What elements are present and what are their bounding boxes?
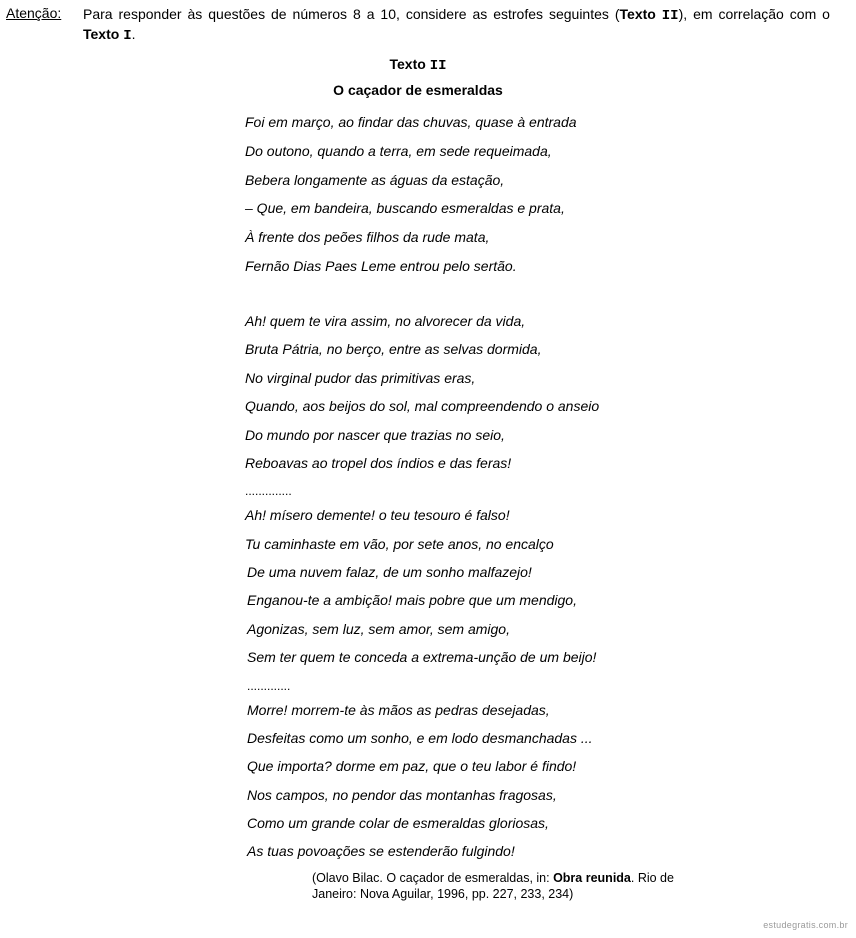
- poem-line: Como um grande colar de esmeraldas gloriosas,: [247, 815, 549, 831]
- poem-line: Sem ter quem te conceda a extrema-unção de um beijo!: [247, 649, 597, 665]
- poem-line: Bruta Pátria, no berço, entre as selvas dormida,: [245, 341, 542, 357]
- poem-line: Morre! morrem-te às mãos as pedras desejadas,: [247, 702, 550, 718]
- poem-line: Quando, aos beijos do sol, mal compreendendo o anseio: [245, 398, 600, 414]
- poem-line: As tuas povoações se estenderão fulgindo!: [247, 843, 515, 859]
- poem-line: À frente dos peões filhos da rude mata,: [245, 229, 490, 245]
- poem-line: Agonizas, sem luz, sem amor, sem amigo,: [247, 621, 510, 637]
- poem-line: Do outono, quando a terra, em sede requeimada,: [245, 143, 552, 159]
- instruction-end: .: [131, 26, 136, 42]
- text-heading: Texto II: [389, 56, 447, 74]
- instruction-paragraph: [83, 5, 830, 45]
- attention-label: Atenção:: [6, 5, 62, 21]
- poem-line: Ah! quem te vira assim, no alvorecer da vida,: [245, 313, 526, 329]
- poem-line: Tu caminhaste em vão, por sete anos, no encalço: [245, 536, 554, 552]
- text-ref-1: Texto I: [83, 26, 132, 44]
- poem-line: Ah! mísero demente! o teu tesouro é falso!: [245, 507, 510, 523]
- poem-line: Do mundo por nascer que trazias no seio,: [245, 427, 505, 443]
- poem-line: Foi em março, ao findar das chuvas, quase à entrada: [245, 114, 577, 130]
- poem-line: Desfeitas como um sonho, e em lodo desmanchadas ...: [247, 730, 593, 746]
- poem-line: Fernão Dias Paes Leme entrou pelo sertão.: [245, 258, 517, 274]
- poem-line: Nos campos, no pendor das montanhas fragosas,: [247, 787, 557, 803]
- poem-line: Enganou-te a ambição! mais pobre que um mendigo,: [247, 592, 577, 608]
- poem-line: Bebera longamente as águas da estação,: [245, 172, 505, 188]
- poem-line: De uma nuvem falaz, de um sonho malfazejo!: [247, 564, 532, 580]
- citation-book-title: Obra reunida: [553, 871, 631, 885]
- poem-line: No virginal pudor das primitivas eras,: [245, 370, 476, 386]
- ellipsis-separator: .............: [247, 679, 291, 693]
- poem-line: – Que, em bandeira, buscando esmeraldas e prata,: [245, 200, 565, 216]
- watermark: estudegratis.com.br: [763, 920, 848, 930]
- instruction-intro: Para responder às questões de números 8 a 10, considere as estrofes seguintes (: [83, 6, 620, 22]
- text-ref-2: Texto II: [619, 6, 679, 24]
- instruction-mid: ), em correlação com o: [678, 6, 830, 22]
- ellipsis-separator: ..............: [245, 484, 292, 498]
- poem-line: Que importa? dorme em paz, que o teu labor é findo!: [247, 758, 577, 774]
- citation: (Olavo Bilac. O caçador de esmeraldas, in: Obra reunida. Rio de Janeiro: Nova Aguilar, 1996, pp. 227, 233, 234): [312, 871, 674, 901]
- poem-line: Reboavas ao tropel dos índios e das feras!: [245, 455, 512, 471]
- poem-title: O caçador de esmeraldas: [333, 82, 503, 98]
